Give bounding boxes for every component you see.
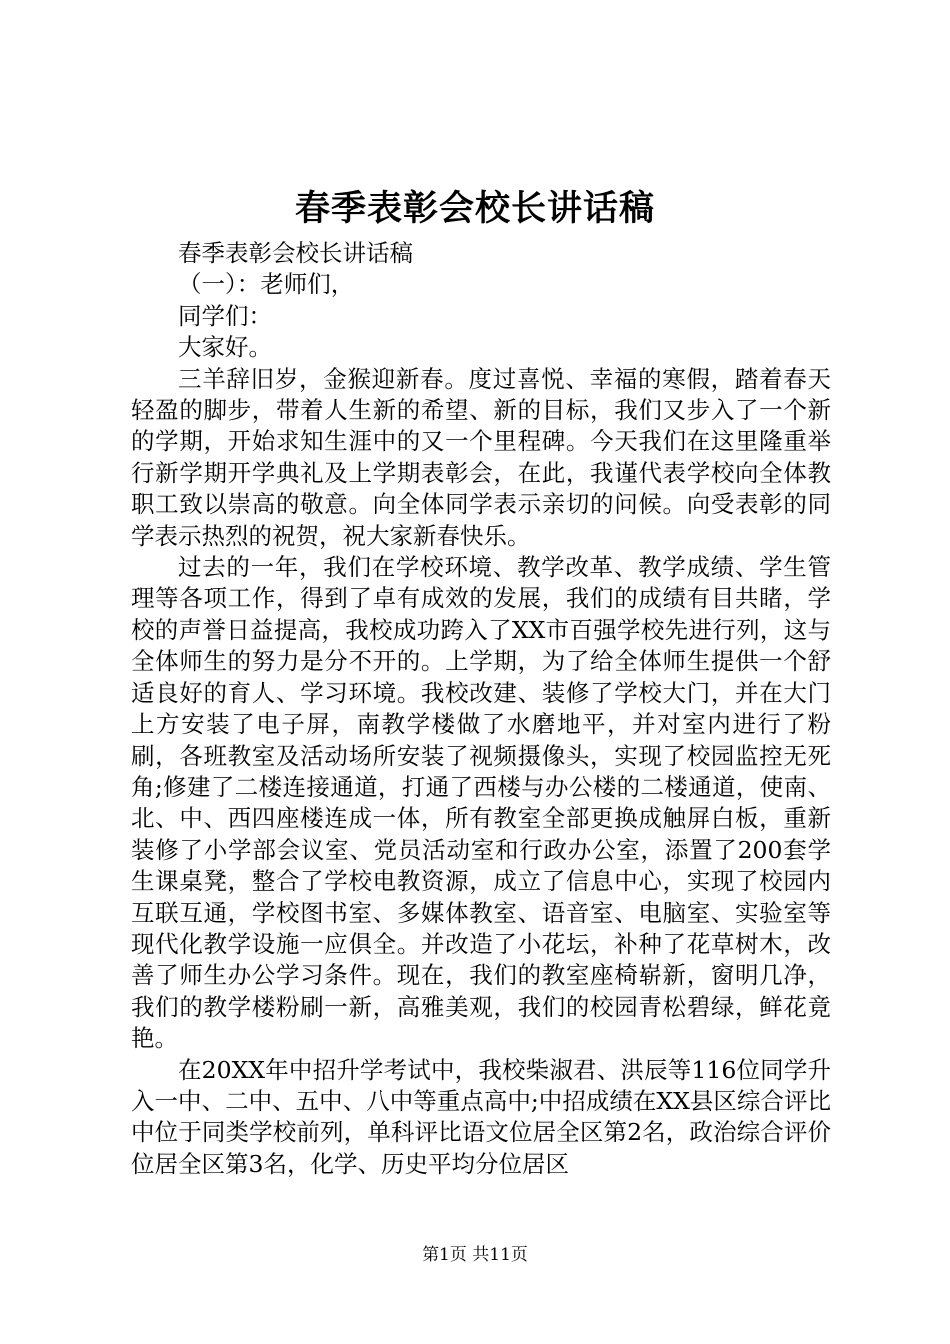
body-paragraph: 三羊辞旧岁，金猴迎新春。度过喜悦、幸福的寒假，踏着春天轻盈的脚步，带着人生新的希望、新的目标，我们又步入了一个新的学期，开始求知生涯中的又一个里程碑。今天我们在这里隆重举行新学期开学典礼及上学期表彰会，在此，我谨代表学校向全体教职工致以崇高的敬意。向全体同学表示亲切的问候。向受表彰的同学表示热烈的祝贺，祝大家新春快乐。 <box>131 364 831 550</box>
body-paragraph: 同学们： <box>178 301 272 330</box>
body-paragraph: 过去的一年，我们在学校环境、教学改革、教学成绩、学生管理等各项工作，得到了卓有成效的发展，我们的成绩有目共睹，学校的声誉日益提高，我校成功跨入了XX市百强学校先进行列，这与全体师生的努力是分不开的。上学期，为了给全体师生提供一个舒适良好的育人、学习环境。我校改建、装修了学校大门，并在大门上方安装了电子屏，南教学楼做了水磨地平，并对室内进行了粉刷，各班教室及活动场所安装了视频摄像头，实现了校园监控无死角;修建了二楼连接通道，打通了西楼与办公楼的二楼通道，使南、北、中、西四座楼连成一体，所有教室全部更换成触屏白板，重新装修了小学部会议室、党员活动室和行政办公室，添置了200套学生课桌凳，整合了学校电教资源，成立了信息中心，实现了校园内互联互通，学校图书室、多媒体教室、语音室、电脑室、实验室等现代化教学设施一应俱全。并改造了小花坛，补种了花草树木，改善了师生办公学习条件。现在，我们的教室座椅崭新，窗明几净，我们的教学楼粉刷一新，高雅美观，我们的校园青松碧绿，鲜花竟艳。 <box>131 553 831 1053</box>
page-number-footer: 第1页 共11页 <box>422 1245 528 1265</box>
body-paragraph: （一）：老师们， <box>178 270 355 299</box>
body-paragraph: 在20XX年中招升学考试中，我校柴淑君、洪辰等116位同学升入一中、二中、五中、八中等重点高中;中招成绩在XX县区综合评比中位于同类学校前列，单科评比语文位居全区第2名，政治综合评价位居全区第3名，化学、历史平均分位居区 <box>131 1055 831 1178</box>
body-paragraph: 春季表彰会校长讲话稿 <box>178 239 413 267</box>
body-paragraph: 大家好。 <box>178 333 272 362</box>
document-body <box>131 238 831 1180</box>
document-title: 春季表彰会校长讲话稿 <box>294 188 655 229</box>
